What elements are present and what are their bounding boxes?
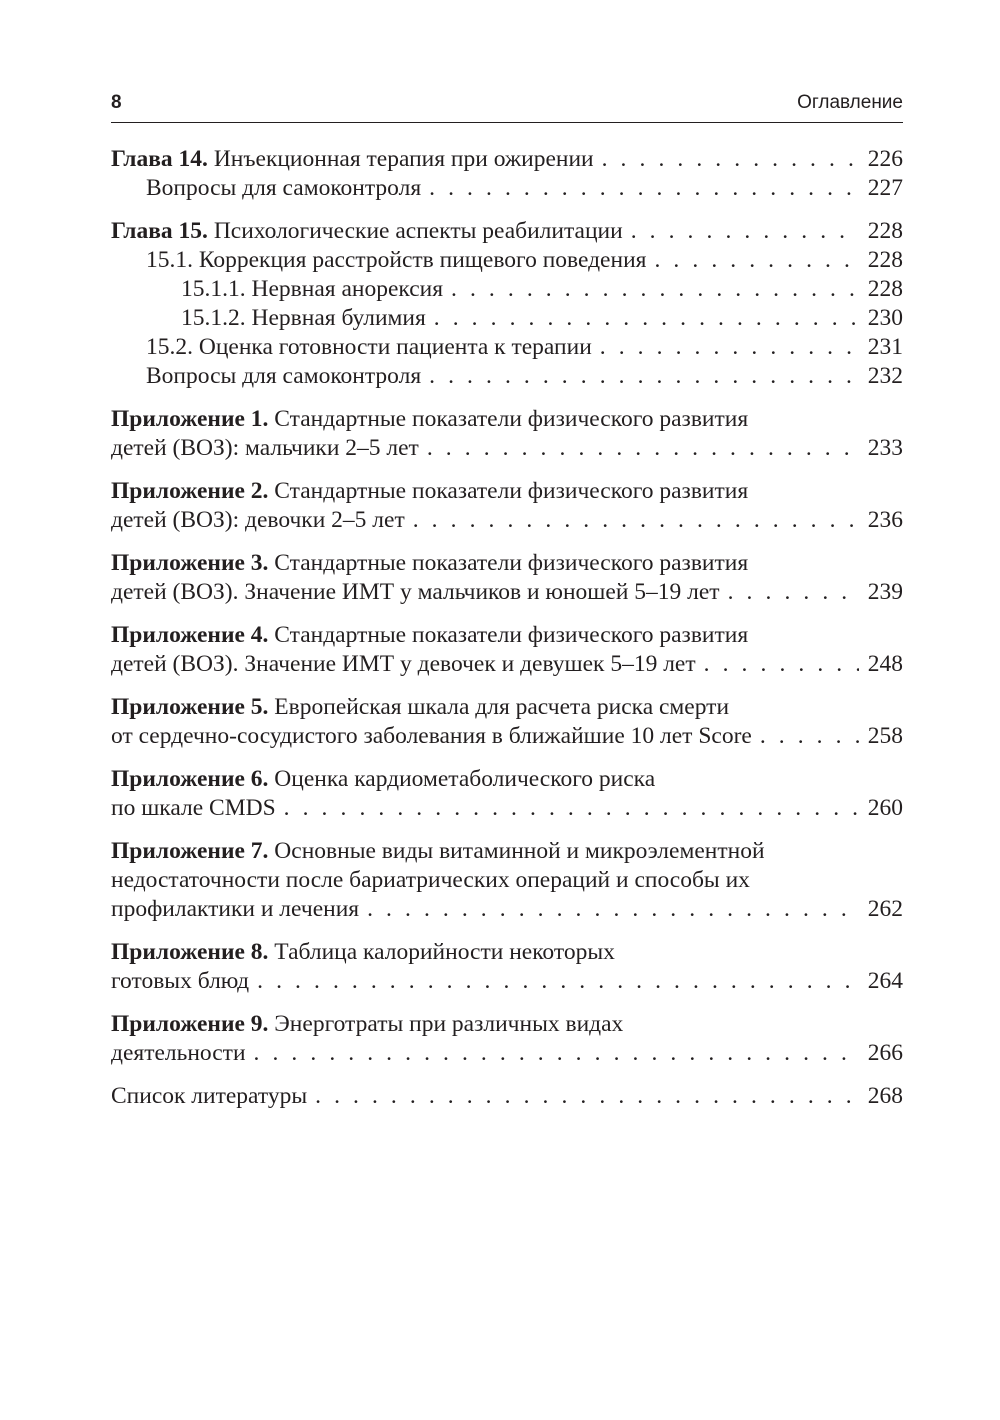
page-number: 8 bbox=[111, 92, 122, 113]
appendix-number: Приложение 5. bbox=[111, 694, 269, 720]
toc-entry-appendix-5[interactable] bbox=[111, 693, 903, 751]
dot-leader bbox=[654, 246, 859, 275]
appendix-title-line-1: Таблица калорийности некоторых bbox=[274, 939, 615, 965]
page-ref: 228 bbox=[867, 218, 903, 244]
dot-leader bbox=[600, 333, 859, 362]
section-title: 15.1.2. Нервная булимия bbox=[181, 305, 426, 331]
dot-leader bbox=[429, 174, 859, 203]
toc-entry-appendix-1[interactable] bbox=[111, 405, 903, 463]
toc-entry-references[interactable] bbox=[111, 1082, 903, 1111]
section-title: 15.2. Оценка готовности пациента к терапии bbox=[146, 334, 592, 360]
page-ref: 232 bbox=[867, 363, 903, 389]
running-title: Оглавление bbox=[797, 92, 903, 113]
appendix-number: Приложение 7. bbox=[111, 838, 269, 864]
table-of-contents bbox=[111, 145, 903, 1111]
appendix-number: Приложение 3. bbox=[111, 550, 269, 576]
toc-entry-appendix-7[interactable] bbox=[111, 837, 903, 924]
dot-leader bbox=[367, 895, 859, 924]
appendix-title-line-2: от сердечно-сосудистого заболевания в ближайшие 10 лет Score bbox=[111, 723, 752, 749]
appendix-title-line-2: детей (ВОЗ). Значение ИМТ у мальчиков и юношей 5–19 лет bbox=[111, 579, 720, 605]
section-title: 15.1.1. Нервная анорексия bbox=[181, 276, 444, 302]
appendix-title-line-2: деятельности bbox=[111, 1040, 246, 1066]
dot-leader bbox=[728, 578, 859, 607]
toc-entry-chapter-15-questions[interactable] bbox=[111, 362, 903, 391]
page-ref: 239 bbox=[867, 579, 903, 605]
appendix-title-line-3: профилактики и лечения bbox=[111, 896, 360, 922]
toc-entry-appendix-2[interactable] bbox=[111, 477, 903, 535]
appendix-title-line-1: Стандартные показатели физического развития bbox=[274, 622, 749, 648]
dot-leader bbox=[451, 275, 859, 304]
section-title: 15.1. Коррекция расстройств пищевого поведения bbox=[146, 247, 647, 273]
appendix-title-line-2: детей (ВОЗ): девочки 2–5 лет bbox=[111, 507, 405, 533]
chapter-number: Глава 14. bbox=[111, 146, 208, 172]
toc-entry-section-15-1-1[interactable] bbox=[111, 275, 903, 304]
page-ref: 258 bbox=[867, 723, 903, 749]
toc-entry-appendix-8[interactable] bbox=[111, 938, 903, 996]
dot-leader bbox=[413, 506, 859, 535]
page-ref: 228 bbox=[867, 276, 903, 302]
page-ref: 248 bbox=[867, 651, 903, 677]
toc-entry-section-15-2[interactable] bbox=[111, 333, 903, 362]
chapter-title: Психологические аспекты реабилитации bbox=[213, 218, 623, 244]
dot-leader bbox=[631, 217, 859, 246]
appendix-title-line-1: Стандартные показатели физического развития bbox=[274, 406, 749, 432]
toc-entry-label bbox=[111, 145, 594, 174]
toc-entry-chapter-14[interactable] bbox=[111, 145, 903, 174]
appendix-title-line-1: Энерготраты при различных видах bbox=[274, 1011, 624, 1037]
toc-entry-section-15-1[interactable] bbox=[111, 246, 903, 275]
toc-entry-chapter-15[interactable] bbox=[111, 217, 903, 246]
appendix-title-line-1: Стандартные показатели физического развития bbox=[274, 550, 749, 576]
chapter-title: Инъекционная терапия при ожирении bbox=[213, 146, 594, 172]
appendix-title-line-1: Основные виды витаминной и микроэлементной bbox=[274, 838, 765, 864]
appendix-title-line-1: Стандартные показатели физического развития bbox=[274, 478, 749, 504]
dot-leader bbox=[704, 650, 859, 679]
appendix-title-line-2: недостаточности после бариатрических операций и способы их bbox=[111, 867, 750, 893]
dot-leader bbox=[427, 434, 859, 463]
page-ref: 268 bbox=[867, 1083, 903, 1109]
section-title: Вопросы для самоконтроля bbox=[146, 175, 422, 201]
appendix-title-line-2: детей (ВОЗ): мальчики 2–5 лет bbox=[111, 435, 419, 461]
running-header bbox=[111, 92, 903, 123]
page-ref: 236 bbox=[867, 507, 903, 533]
page-ref: 233 bbox=[867, 435, 903, 461]
appendix-number: Приложение 4. bbox=[111, 622, 269, 648]
appendix-title-line-1: Оценка кардиометаболического риска bbox=[274, 766, 656, 792]
appendix-number: Приложение 2. bbox=[111, 478, 269, 504]
toc-entry-section-15-1-2[interactable] bbox=[111, 304, 903, 333]
dot-leader bbox=[760, 722, 859, 751]
toc-entry-chapter-14-questions[interactable] bbox=[111, 174, 903, 203]
dot-leader bbox=[315, 1082, 859, 1111]
toc-entry-appendix-9[interactable] bbox=[111, 1010, 903, 1068]
appendix-number: Приложение 9. bbox=[111, 1011, 269, 1037]
page-ref: 227 bbox=[867, 175, 903, 201]
toc-entry-appendix-3[interactable] bbox=[111, 549, 903, 607]
page-ref: 262 bbox=[867, 896, 903, 922]
appendix-title-line-2: готовых блюд bbox=[111, 968, 250, 994]
page-ref: 228 bbox=[867, 247, 903, 273]
appendix-title-line-2: детей (ВОЗ). Значение ИМТ у девочек и девушек 5–19 лет bbox=[111, 651, 696, 677]
section-title: Вопросы для самоконтроля bbox=[146, 363, 422, 389]
page-ref: 266 bbox=[867, 1040, 903, 1066]
dot-leader bbox=[254, 1039, 859, 1068]
page-ref: 226 bbox=[867, 146, 903, 172]
toc-entry-appendix-6[interactable] bbox=[111, 765, 903, 823]
toc-entry-label bbox=[111, 217, 623, 246]
appendix-number: Приложение 8. bbox=[111, 939, 269, 965]
dot-leader bbox=[602, 145, 859, 174]
dot-leader bbox=[257, 967, 859, 996]
page-ref: 260 bbox=[867, 795, 903, 821]
appendix-title-line-2: по шкале CMDS bbox=[111, 795, 276, 821]
page-ref: 231 bbox=[867, 334, 903, 360]
appendix-title-line-1: Европейская шкала для расчета риска смерти bbox=[274, 694, 730, 720]
page-ref: 230 bbox=[867, 305, 903, 331]
dot-leader bbox=[284, 794, 859, 823]
references-title: Список литературы bbox=[111, 1083, 308, 1109]
toc-entry-appendix-4[interactable] bbox=[111, 621, 903, 679]
page-ref: 264 bbox=[867, 968, 903, 994]
chapter-number: Глава 15. bbox=[111, 218, 208, 244]
appendix-number: Приложение 6. bbox=[111, 766, 269, 792]
appendix-number: Приложение 1. bbox=[111, 406, 269, 432]
dot-leader bbox=[429, 362, 859, 391]
dot-leader bbox=[434, 304, 859, 333]
